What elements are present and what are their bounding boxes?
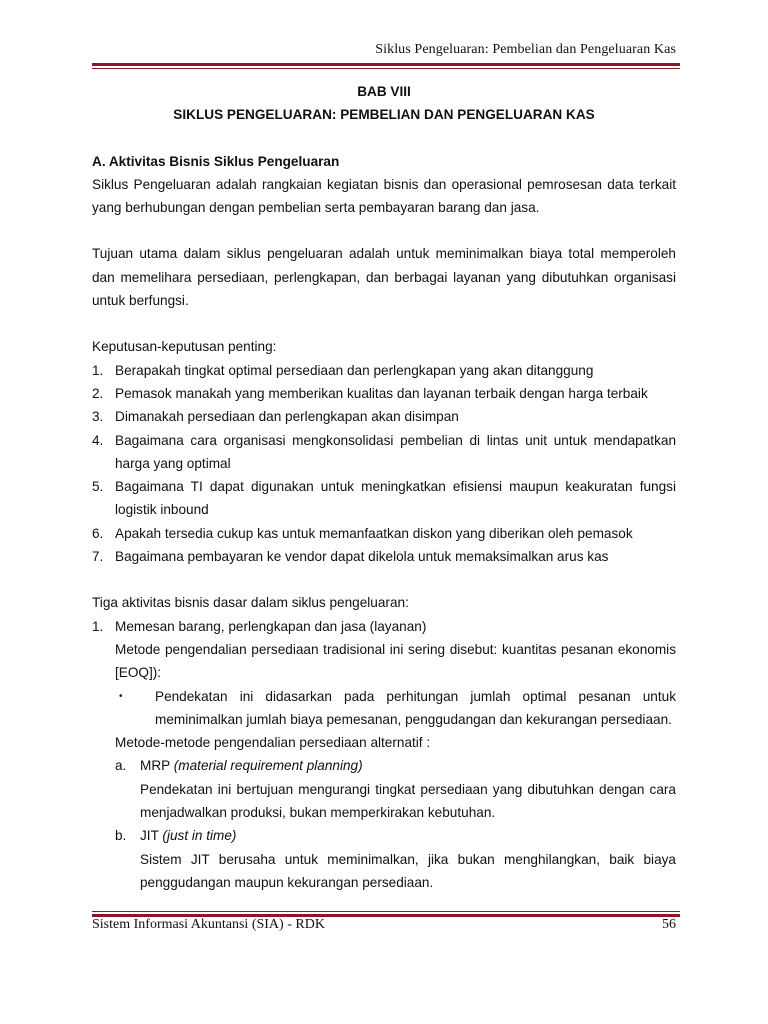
sub-item-body: Sistem JIT berusaha untuk meminimalkan, jika bukan menghilangkan, baik biaya penggudangan maupun kekurangan persediaan. — [140, 851, 676, 890]
page-number: 56 — [662, 917, 676, 932]
list-item: 1. Berapakah tingkat optimal persediaan dan perlengkapan yang akan ditanggung — [92, 362, 594, 378]
activities-intro: Tiga aktivitas bisnis dasar dalam siklus pengeluaran: — [92, 595, 409, 611]
bullet-item: • Pendekatan ini didasarkan pada perhitungan jumlah optimal pesanan untuk meminimalkan jumlah biaya pemesanan, penggudangan dan kekurangan persediaan. — [92, 685, 676, 732]
footer-rule-thin — [92, 911, 680, 912]
list-item: 3. Dimanakah persediaan dan perlengkapan akan disimpan — [92, 409, 459, 425]
list-item: 7. Bagaimana pembayaran ke vendor dapat dikelola untuk memaksimalkan arus kas — [92, 549, 609, 565]
chapter-label: BAB VIII — [357, 84, 411, 99]
bullet-icon: • — [119, 690, 123, 702]
paragraph: Tujuan utama dalam siklus pengeluaran adalah untuk meminimalkan biaya total memperoleh dan memelihara persediaan, perlengkapan, dan berbagai layanan yang dibutuhkan organisasi untuk berfungsi. — [92, 246, 676, 309]
sub-item-jit: b. JIT (just in time) — [115, 828, 237, 844]
paragraph: Siklus Pengeluaran adalah rangkaian kegiatan bisnis dan operasional pemrosesan data terkait yang berhubungan dengan pembelian serta pembayaran barang dan jasa. — [92, 176, 676, 216]
list-item: 1. Memesan barang, perlengkapan dan jasa (layanan) — [92, 618, 427, 634]
activity-description: Metode pengendalian persediaan tradisional ini sering disebut: kuantitas pesanan ekonomis [EOQ]): — [115, 641, 676, 681]
sub-item-mrp: a. MRP (material requirement planning) — [115, 758, 363, 774]
list-item: 4. Bagaimana cara organisasi mengkonsolidasi pembelian di lintas unit untuk mendapatkan harga yang optimal — [92, 432, 676, 471]
header-rule-thick — [92, 63, 680, 66]
list-item: 6. Apakah tersedia cukup kas untuk memanfaatkan diskon yang diberikan oleh pemasok — [92, 525, 633, 541]
chapter-title: SIKLUS PENGELUARAN: PEMBELIAN DAN PENGELUARAN KAS — [173, 107, 595, 123]
list-item: 5. Bagaimana TI dapat digunakan untuk meningkatkan efisiensi maupun keakuratan fungsi logistik inbound — [92, 479, 676, 518]
list-item: 2. Pemasok manakah yang memberikan kualitas dan layanan terbaik dengan harga terbaik — [92, 385, 648, 401]
page-body — [92, 80, 676, 894]
decisions-intro: Keputusan-keputusan penting: — [92, 339, 277, 355]
running-header: Siklus Pengeluaran: Pembelian dan Pengeluaran Kas — [375, 42, 676, 57]
sub-item-body: Pendekatan ini bertujuan mengurangi tingkat persediaan yang dibutuhkan dengan cara menjadwalkan produksi, bukan memperkirakan kebutuhan. — [140, 781, 676, 821]
header-rule-thin — [92, 68, 680, 69]
section-a-title: A. Aktivitas Bisnis Siklus Pengeluaran — [92, 153, 340, 169]
alt-methods-intro: Metode-metode pengendalian persediaan alternatif : — [115, 735, 431, 751]
decisions-list — [92, 359, 676, 569]
footer-title: Sistem Informasi Akuntansi (SIA) - RDK — [92, 917, 325, 932]
